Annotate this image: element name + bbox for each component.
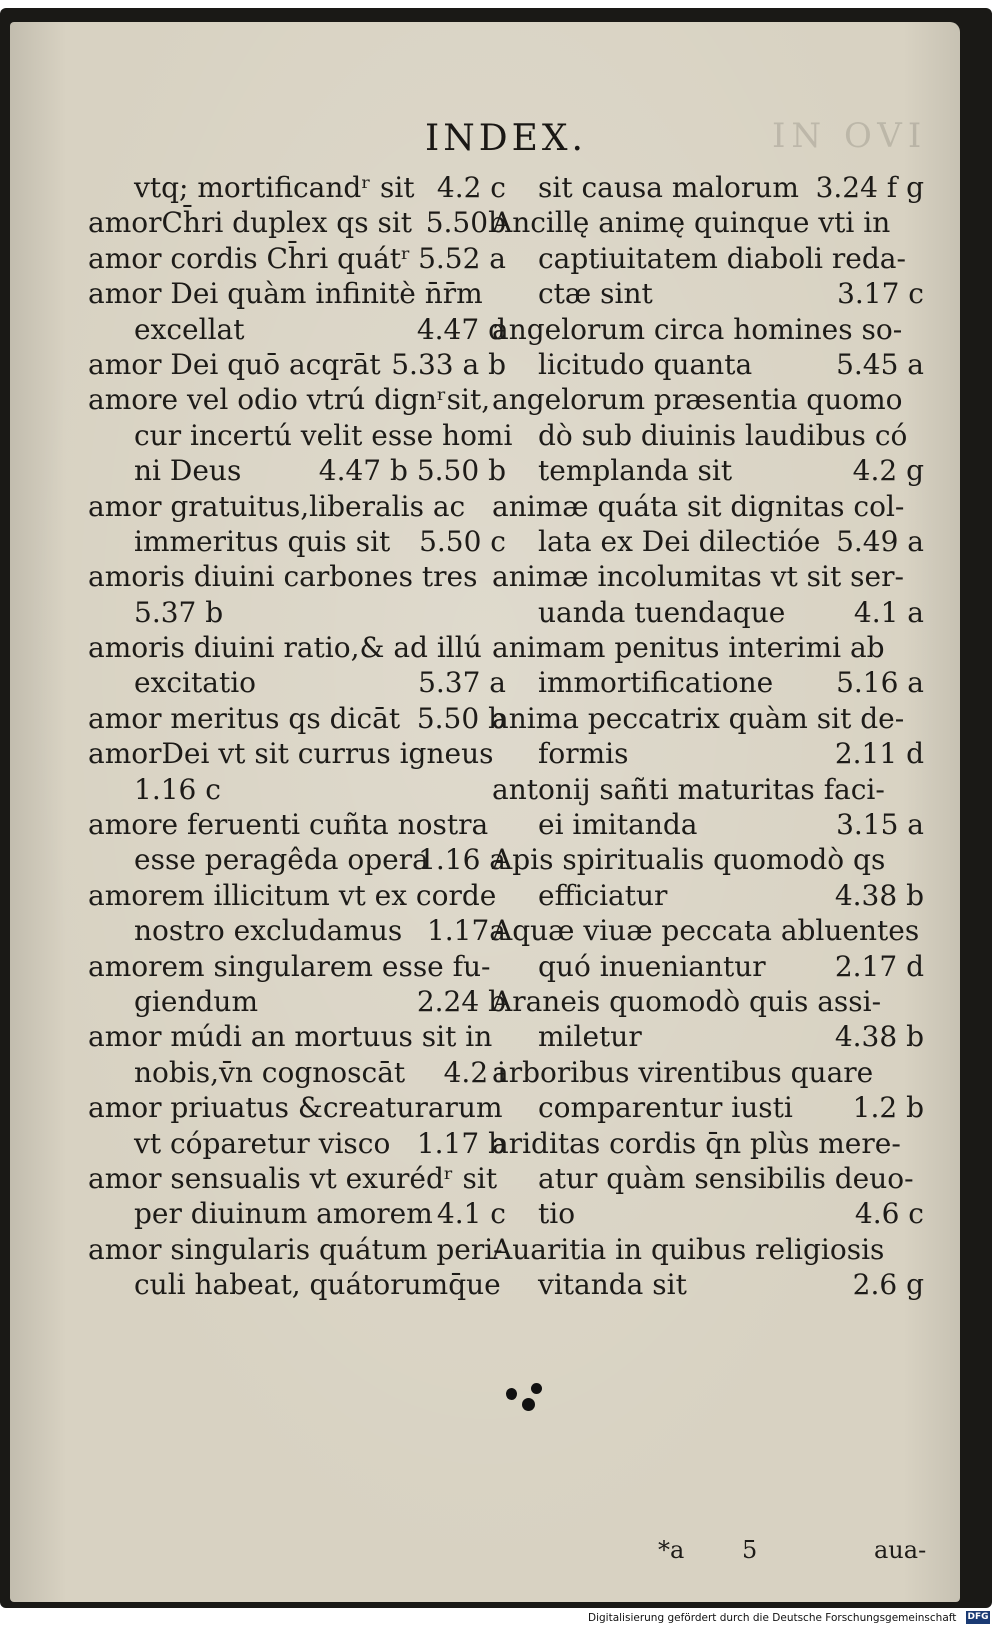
index-entry <box>88 913 506 948</box>
index-entry-reference: 5.37 a <box>418 666 506 700</box>
index-entry <box>88 347 506 382</box>
index-entry-text: culi habeat, quátorumq̄ue <box>134 1268 501 1302</box>
index-entry-text: nobis,v̄n cognoscāt <box>134 1055 406 1089</box>
index-entry-text: nostro excludamus <box>134 914 403 948</box>
index-entry-text: vtq; mortificandʳ sit <box>134 171 415 204</box>
index-entry-text: vt cóparetur visco <box>134 1126 391 1160</box>
index-entry <box>492 878 924 913</box>
dfg-logo: DFG <box>967 1612 989 1622</box>
index-entry <box>88 1232 506 1267</box>
index-entry <box>88 241 506 276</box>
index-entry-text: sit causa malorum <box>538 171 799 204</box>
page-number: 5 <box>742 1536 758 1564</box>
bleed-through-text: IN OVI <box>772 116 928 156</box>
index-entry-text: licitudo quanta <box>538 347 753 381</box>
ink-spot <box>522 1398 535 1411</box>
index-entry-text: giendum <box>134 984 258 1018</box>
index-entry <box>492 807 924 842</box>
index-entry <box>88 772 506 807</box>
index-entry-text: efficiatur <box>538 878 668 912</box>
index-column-right <box>492 170 924 1303</box>
index-entry-text: ei imitanda <box>538 808 698 842</box>
index-entry-text: animæ quáta sit dignitas col- <box>492 489 905 523</box>
index-entry <box>88 1019 506 1054</box>
index-entry-text: amor singularis quátum peri- <box>88 1232 503 1266</box>
index-entry-reference: 2.11 d <box>834 737 924 771</box>
index-entry-text: amor gratuitus,liberalis ac <box>88 489 466 523</box>
index-entry <box>88 736 506 771</box>
index-entry-text: vitanda sit <box>538 1268 687 1302</box>
index-entry-text: amor múdi an mortuus sit in <box>88 1020 493 1054</box>
index-entry-text: Apis spiritualis quomodò qs <box>492 843 886 877</box>
index-entry-text: comparentur iusti <box>538 1091 793 1125</box>
index-entry-text: amoris diuini ratio,& ad illú <box>88 631 482 665</box>
index-entry <box>492 595 924 630</box>
index-entry <box>492 1267 924 1302</box>
index-entry-reference: 4.2 c <box>436 171 506 204</box>
index-entry-reference: 3.24 f g <box>815 171 924 204</box>
index-entry <box>88 665 506 700</box>
index-entry-reference: 1.2 b <box>852 1091 924 1125</box>
index-entry-reference: 1.16 a <box>418 843 506 877</box>
index-entry <box>492 241 924 276</box>
index-entry-text: angelorum circa homines so- <box>492 312 903 346</box>
index-entry <box>88 842 506 877</box>
index-entry <box>88 595 506 630</box>
index-entry <box>492 701 924 736</box>
index-entry-text: Araneis quomodò quis assi- <box>492 984 882 1018</box>
index-entry <box>492 170 924 205</box>
index-entry-text: immortificatione <box>538 666 774 700</box>
index-entry <box>88 630 506 665</box>
index-entry <box>88 205 506 240</box>
index-entry-text: angelorum præsentia quomo <box>492 383 903 417</box>
index-entry-text: cur incertú velit esse homi <box>134 418 513 452</box>
index-entry <box>88 1090 506 1125</box>
index-entry-text: amor sensualis vt exurédʳ sit <box>88 1161 498 1195</box>
index-entry-reference: 4.38 b <box>834 878 924 912</box>
index-entry-reference: 5.16 a <box>836 666 924 700</box>
index-entry-text: amoris diuini carbones tres <box>88 560 478 594</box>
index-entry-reference: 4.2 i <box>443 1055 506 1089</box>
index-entry-reference: 2.17 d <box>834 949 924 983</box>
index-entry-reference: 5.50 b <box>416 701 506 735</box>
index-entry-reference: 5.50b <box>425 206 506 240</box>
index-entry-reference: 5.50 c <box>419 524 506 558</box>
index-entry-reference: 5.52 a <box>418 241 506 275</box>
index-entry <box>492 559 924 594</box>
book-page <box>10 22 960 1602</box>
index-entry-text: Auaritia in quibus religiosis <box>492 1232 885 1266</box>
index-entry <box>492 1232 924 1267</box>
index-entry-text: quó inueniantur <box>538 949 766 983</box>
ink-spot <box>531 1383 542 1394</box>
index-entry <box>88 1055 506 1090</box>
index-entry <box>88 1196 506 1231</box>
index-entry <box>88 559 506 594</box>
index-entry <box>492 524 924 559</box>
index-entry <box>492 665 924 700</box>
index-entry <box>492 1019 924 1054</box>
index-entry-text: amor meritus qs dicāt <box>88 701 401 735</box>
index-entry <box>492 312 924 347</box>
index-entry-text: ctæ sint <box>538 277 653 311</box>
index-entry-text: amorem illicitum vt ex corde <box>88 878 497 912</box>
digitization-credit: Digitalisierung gefördert durch die Deutsche Forschungsgemeinschaft <box>588 1612 957 1624</box>
index-entry <box>492 276 924 311</box>
index-entry-text: esse peragêda opera <box>134 843 429 877</box>
index-entry <box>492 453 924 488</box>
index-entry-reference: 4.6 c <box>854 1197 924 1231</box>
index-entry-text: amore vel odio vtrú dignʳsit, <box>88 383 491 417</box>
index-entry-text: amorem singularem esse fu- <box>88 949 491 983</box>
index-entry-reference: 5.33 a b <box>391 347 506 381</box>
index-entry-text: ni Deus <box>134 454 242 488</box>
index-entry <box>88 807 506 842</box>
index-entry <box>492 1055 924 1090</box>
index-entry <box>492 949 924 984</box>
index-entry <box>88 1267 506 1302</box>
index-entry <box>492 418 924 453</box>
ink-spot <box>506 1388 517 1400</box>
index-entry-reference: 5.45 a <box>836 347 924 381</box>
index-entry-reference: 4.47 b 5.50 b <box>318 454 506 488</box>
index-entry-reference: 2.6 g <box>852 1268 924 1302</box>
catchword: aua- <box>874 1536 927 1564</box>
index-entry <box>492 347 924 382</box>
index-entry <box>492 736 924 771</box>
index-entry-text: animæ incolumitas vt sit ser- <box>492 560 904 594</box>
index-entry-text: 5.37 b <box>134 595 224 629</box>
index-entry <box>88 984 506 1019</box>
index-entry <box>492 1126 924 1161</box>
index-entry <box>88 489 506 524</box>
index-entry-text: formis <box>538 737 629 771</box>
index-entry-text: ariditas cordis q̄n plùs mere- <box>492 1126 901 1160</box>
index-entry-reference: 4.2 g <box>852 454 924 488</box>
index-entry <box>492 1196 924 1231</box>
index-entry-reference: 1.17 b <box>416 1126 506 1160</box>
index-entry <box>88 170 506 205</box>
index-entry <box>492 984 924 1019</box>
index-entry-text: anima peccatrix quàm sit de- <box>492 701 905 735</box>
index-entry-reference: 4.38 b <box>834 1020 924 1054</box>
index-entry-text: antonij sañti maturitas faci- <box>492 772 885 806</box>
index-entry-reference: 3.17 c <box>837 277 924 311</box>
index-entry-text: dò sub diuinis laudibus có <box>538 418 908 452</box>
index-entry-reference: 4.47 d <box>416 312 506 346</box>
index-entry-text: lata ex Dei dilectióe <box>538 524 821 558</box>
index-entry-reference: 5.49 a <box>836 524 924 558</box>
signature-mark: *a <box>658 1536 685 1564</box>
index-entry-text: amorDei vt sit currus igneus <box>88 737 494 771</box>
index-entry <box>88 878 506 913</box>
index-entry <box>88 524 506 559</box>
index-entry <box>492 772 924 807</box>
index-entry-reference: 4.1 a <box>853 595 924 629</box>
index-entry-text: miletur <box>538 1020 642 1054</box>
index-entry-text: atur quàm sensibilis deuo- <box>538 1161 914 1195</box>
index-entry <box>492 382 924 417</box>
index-entry <box>88 382 506 417</box>
index-entry <box>88 949 506 984</box>
index-entry-reference: 2.24 b <box>416 984 506 1018</box>
index-entry-text: amor priuatus &creaturarum <box>88 1091 503 1125</box>
page-header: INDEX. <box>425 118 587 159</box>
index-entry-text: amor Dei quàm infinitè n̄r̄m <box>88 277 483 311</box>
index-entry-text: immeritus quis sit <box>134 524 391 558</box>
index-entry-text: excitatio <box>134 666 257 700</box>
index-entry-text: captiuitatem diaboli reda- <box>538 241 906 275</box>
index-entry <box>492 1090 924 1125</box>
index-entry-text: arboribus virentibus quare <box>492 1055 874 1089</box>
index-entry-reference: 3.15 a <box>836 808 924 842</box>
index-entry <box>88 1161 506 1196</box>
index-entry-text: amore feruenti cuñta nostra <box>88 808 489 842</box>
index-entry <box>492 205 924 240</box>
index-entry-text: per diuinum amorem <box>134 1197 433 1231</box>
index-entry-text: templanda sit <box>538 454 733 488</box>
index-entry <box>492 489 924 524</box>
index-entry-reference: 1.17a <box>426 914 506 948</box>
index-entry-text: excellat <box>134 312 245 346</box>
index-column-left <box>88 170 513 1303</box>
index-entry <box>88 276 506 311</box>
index-entry-text: amor cordis Ch̄ri quátʳ <box>88 241 411 275</box>
index-entry <box>88 418 513 453</box>
index-entry-text: amorCh̄ri duplex qs sit <box>88 206 413 240</box>
index-entry <box>492 1161 924 1196</box>
index-entry-text: uanda tuendaque <box>538 595 786 629</box>
index-entry <box>492 913 924 948</box>
index-entry-text: Aquæ viuæ peccata abluentes <box>492 914 920 948</box>
index-entry-text: amor Dei quō acqrāt <box>88 347 381 381</box>
index-entry <box>88 312 506 347</box>
index-entry <box>492 842 924 877</box>
index-entry-reference: 4.1 c <box>436 1197 506 1231</box>
index-entry <box>492 630 924 665</box>
index-entry-text: animam penitus interimi ab <box>492 631 885 665</box>
index-entry <box>88 1126 506 1161</box>
index-entry-text: tio <box>538 1197 576 1231</box>
index-entry-text: 1.16 c <box>134 772 221 806</box>
index-entry <box>88 453 506 488</box>
index-entry <box>88 701 506 736</box>
index-entry-text: Ancillę animę quinque vti in <box>492 206 891 240</box>
